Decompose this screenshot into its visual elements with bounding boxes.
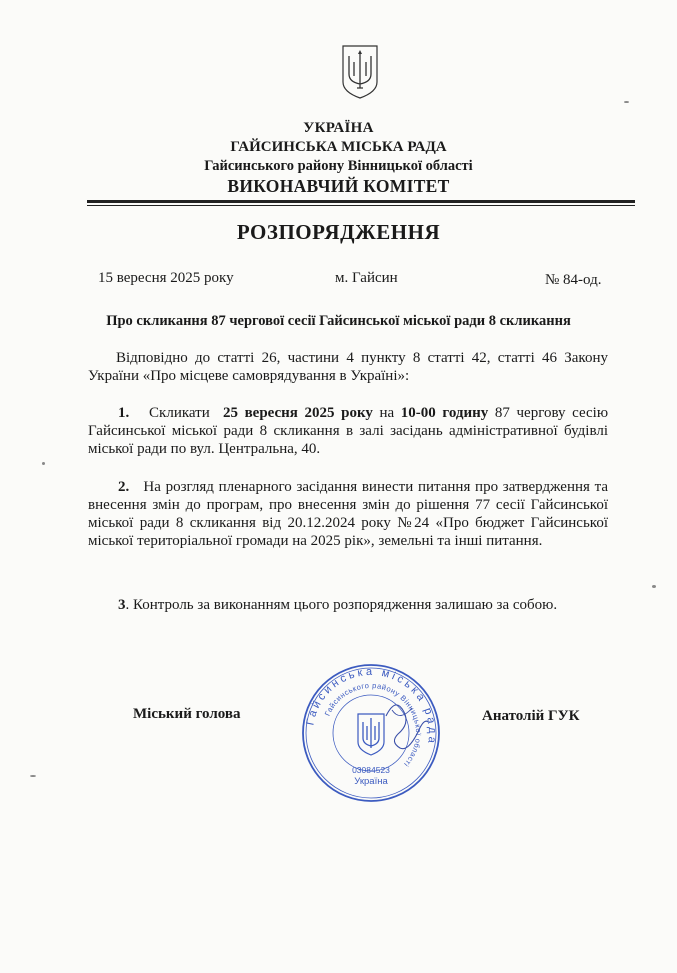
header-rule-thick [87, 200, 635, 203]
paragraph-1 [88, 404, 608, 458]
paragraph-2-text: На розгляд пленарного засідання винести питання про затвердження та внесення змін до програм, про внесення змін до рішення 77 сесії Гайсинської міської ради 8 скликання від 20.12.2024 року №24 «Про бюджет Гайсинської міської територіальної громади на 2025 рік», земельні та інші питання. [88, 479, 608, 549]
paragraph-3-number: 3 [118, 597, 126, 613]
stamp-code: 03084523 [352, 765, 390, 775]
official-stamp [300, 662, 442, 804]
paragraph-1-text-a: Скликати [149, 405, 210, 421]
scan-speck [624, 101, 629, 103]
stamp-trident-icon [358, 714, 384, 755]
paragraph-2 [88, 478, 608, 550]
paragraph-3-text: . Контроль за виконанням цього розпорядження залишаю за собою. [125, 597, 558, 613]
paragraph-1-number: 1. [118, 405, 130, 421]
document-title: РОЗПОРЯДЖЕННЯ [236, 220, 441, 244]
stamp-country: Україна [354, 776, 388, 787]
document-date: 15 вересня 2025 року [98, 270, 234, 286]
document-city: м. Гайсин [335, 270, 398, 286]
scan-speck [652, 585, 656, 588]
paragraph-3 [88, 596, 608, 614]
scan-speck [42, 462, 45, 465]
paragraph-2-number: 2. [118, 479, 130, 495]
header-committee: ВИКОНАВЧИЙ КОМІТЕТ [227, 176, 450, 196]
signatory-position: Міський голова [133, 706, 241, 722]
header-rule-thin [87, 205, 635, 206]
paragraph-1-text-c: 87 чергову сесію Гайсинської міської ради 8 скликання в залі засідань адміністративної будівлі міської ради по вул. Центральна, 40. [88, 405, 609, 457]
signatory-name: Анатолій ГУК [482, 708, 580, 724]
scan-speck [30, 775, 36, 777]
header-country: УКРАЇНА [303, 120, 374, 136]
header-district: Гайсинського району Вінницької області [204, 158, 473, 174]
trident-icon [340, 44, 380, 100]
document-number: № 84-од. [545, 272, 602, 288]
document-subject: Про скликання 87 чергової сесії Гайсинської міської ради 8 скликання [106, 313, 571, 329]
paragraph-1-text-b: на [379, 405, 395, 421]
paragraph-1-time: 10-00 годину [400, 405, 489, 421]
stamp-outer-text: Гайсинська міська рада [304, 665, 439, 747]
stamp-inner-text: Гайсинського району Вінницької області [322, 680, 424, 769]
paragraph-1-date: 25 вересня 2025 року [222, 405, 373, 421]
intro-paragraph: Відповідно до статті 26, частини 4 пункту 8 статті 42, статті 46 Закону України «Про місцеве самоврядування в Україні»: [88, 350, 608, 384]
header-council: ГАЙСИНСЬКА МІСЬКА РАДА [230, 139, 447, 155]
